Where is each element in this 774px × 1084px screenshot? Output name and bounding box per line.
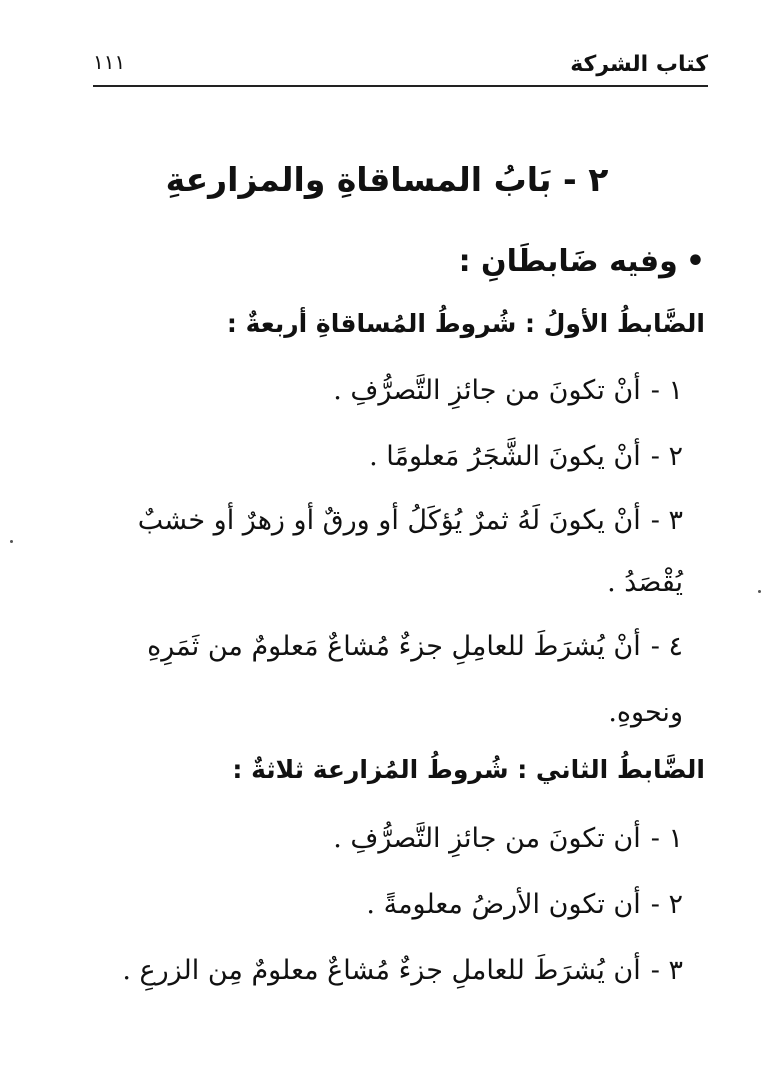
condition-text: أن يُشرَطَ للعاملِ جزءٌ مُشاعٌ معلومٌ مِن الزرعِ . — [122, 955, 641, 986]
condition-text: أنْ يُشرَطَ للعامِلِ جزءٌ مُشاعٌ مَعلومٌ من ثَمَرِهِ ونحوهِ. — [147, 631, 683, 728]
condition-item — [80, 938, 683, 1004]
condition-number: ٣ - — [650, 505, 683, 536]
condition-item — [80, 358, 683, 424]
condition-text: أن تكون الأرضُ معلومةً . — [366, 889, 641, 920]
rule-two-heading: الضَّابطُ الثاني : شُروطُ المُزارعة ثلاثةٌ : — [232, 755, 705, 784]
scan-speck — [10, 540, 13, 543]
rule-one-heading: الضَّابطُ الأولُ : شُروطُ المُساقاةِ أربعةٌ : — [226, 309, 705, 338]
chapter-title: ٢ - بَابُ المساقاةِ والمزارعةِ — [165, 160, 609, 200]
condition-item — [80, 806, 683, 872]
condition-number: ٤ - — [650, 631, 683, 662]
page-content — [80, 240, 705, 1004]
condition-item — [80, 614, 683, 746]
condition-number: ١ - — [650, 823, 683, 854]
condition-text: أنْ تكونَ من جائزِ التَّصرُّفِ . — [333, 375, 641, 406]
condition-text: أنْ يكونَ الشَّجَرُ مَعلومًا . — [369, 441, 641, 472]
bullet-icon: • — [685, 244, 705, 279]
intro-line — [80, 240, 705, 284]
page-header — [93, 50, 708, 84]
rule-two-conditions — [80, 806, 705, 1004]
condition-item — [80, 872, 683, 938]
scan-speck — [758, 590, 761, 593]
condition-text: أن تكونَ من جائزِ التَّصرُّفِ . — [333, 823, 641, 854]
condition-number: ٢ - — [650, 889, 683, 920]
book-title: كتاب الشركة — [570, 52, 708, 77]
header-rule — [93, 85, 708, 87]
condition-item — [80, 424, 683, 490]
condition-number: ٣ - — [650, 955, 683, 986]
page-number: ١١١ — [93, 50, 126, 74]
condition-text: أنْ يكونَ لَهُ ثمرٌ يُؤكَلُ أو ورقٌ أو زهرٌ أو خشبٌ يُقْصَدُ . — [137, 505, 683, 598]
condition-item — [80, 490, 683, 614]
condition-number: ١ - — [650, 375, 683, 406]
intro-text: وفيه ضَابطَانِ : — [458, 244, 678, 279]
rule-one-conditions — [80, 358, 705, 746]
condition-number: ٢ - — [650, 441, 683, 472]
